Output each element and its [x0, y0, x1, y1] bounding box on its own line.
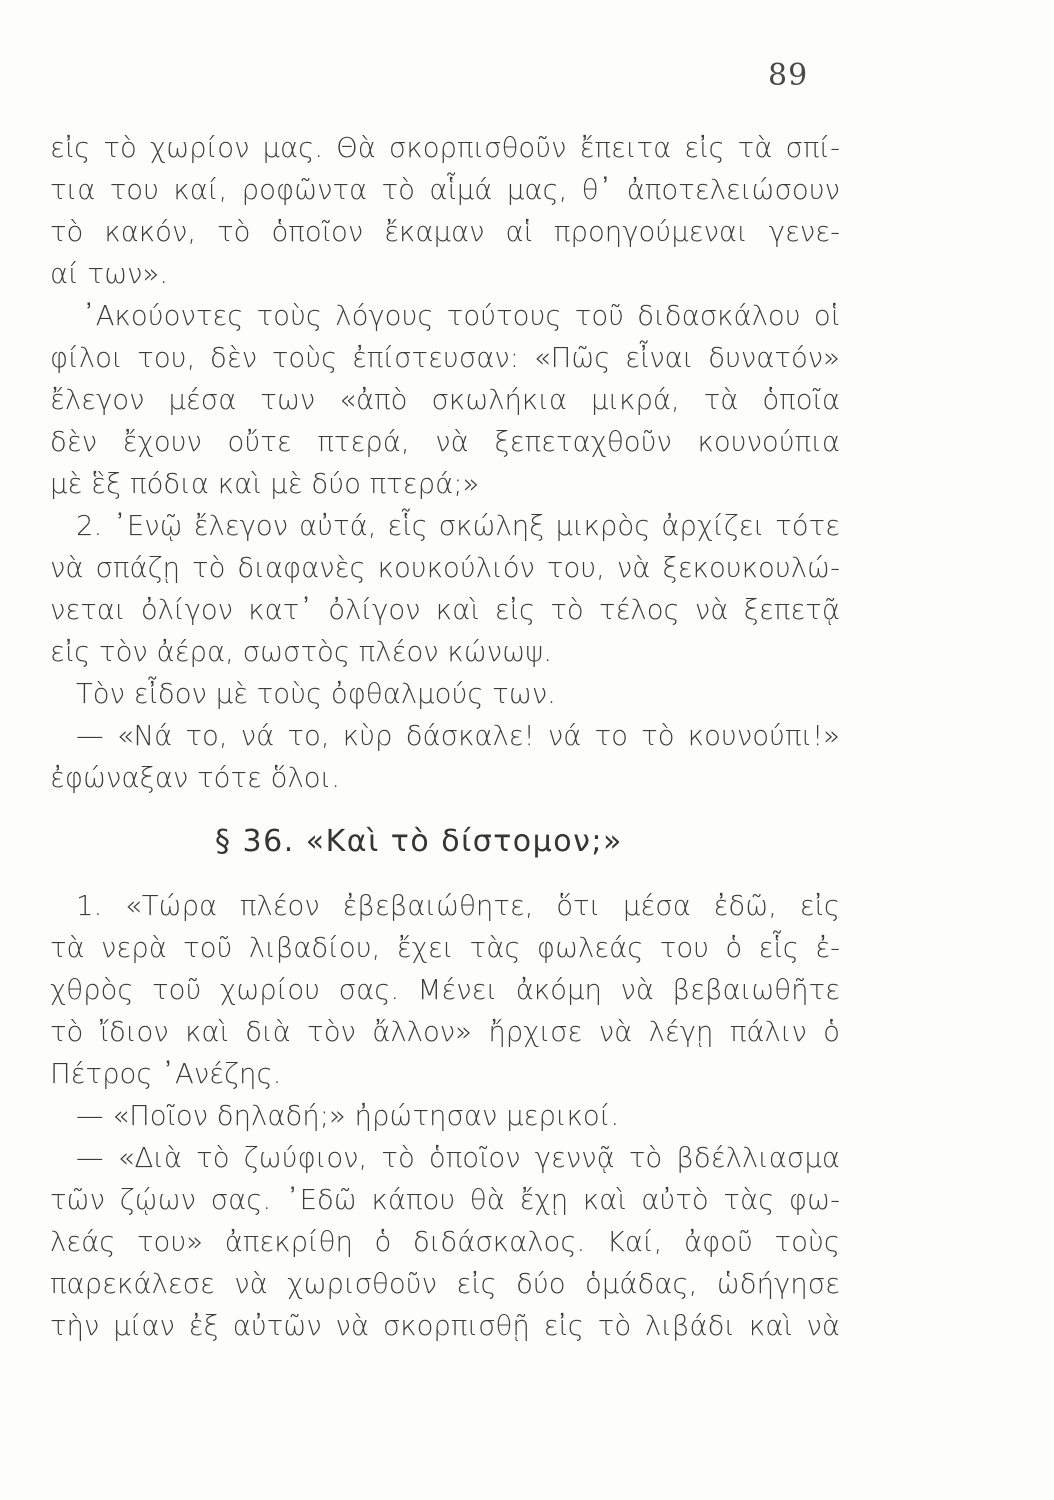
text-line: νὰ σπάζῃ τὸ διαφανὲς κουκούλιόν του, νὰ ξεκουκουλώ- [50, 552, 840, 584]
text-line: τὴν μίαν ἐξ αὐτῶν νὰ σκορπισθῇ εἰς τὸ λιβάδι καὶ νὰ [50, 1310, 840, 1342]
text-line: παρεκάλεσε νὰ χωρισθοῦν εἰς δύο ὁμάδας, ὡδήγησε [50, 1268, 840, 1300]
text-line: Τὸν εἶδον μὲ τοὺς ὀφθαλμούς των. [76, 678, 556, 710]
text-line: τια του καί, ροφῶντα τὸ αἷμά μας, θ᾽ ἀποτελειώσουν [50, 174, 840, 206]
text-line: τὸ κακόν, τὸ ὁποῖον ἔκαμαν αἱ προηγούμεναι γενε- [50, 216, 840, 248]
text-line: μὲ ἓξ πόδια καὶ μὲ δύο πτερά;» [50, 468, 480, 500]
text-line: ἐφώναξαν τότε ὅλοι. [50, 762, 340, 794]
text-line: δὲν ἔχουν οὔτε πτερά, νὰ ξεπεταχθοῦν κουνούπια [50, 426, 840, 458]
text-line: 1. «Τώρα πλέον ἐβεβαιώθητε, ὅτι μέσα ἐδῶ, εἰς [76, 890, 840, 922]
text-line: αί των». [50, 258, 169, 290]
text-line: 2. ᾽Ενῷ ἔλεγον αὐτά, εἷς σκώληξ μικρὸς ἀρχίζει τότε [76, 510, 840, 542]
text-line: νεται ὀλίγον κατ᾽ ὀλίγον καὶ εἰς τὸ τέλος νὰ ξεπετᾷ [50, 594, 840, 626]
text-line: ἔλεγον μέσα των «ἀπὸ σκωλήκια μικρά, τὰ ὁποῖα [50, 384, 840, 416]
text-line: — «Διὰ τὸ ζωύφιον, τὸ ὁποῖον γεννᾷ τὸ βδέλλιασμα [76, 1142, 840, 1174]
page-number: 89 [768, 58, 809, 93]
text-line: φίλοι του, δὲν τοὺς ἐπίστευσαν: «Πῶς εἶναι δυνατόν» [50, 342, 840, 374]
text-line: λεάς του» ἀπεκρίθη ὁ διδάσκαλος. Καί, ἀφοῦ τοὺς [50, 1226, 840, 1258]
text-line: χθρὸς τοῦ χωρίου σας. Μένει ἀκόμη νὰ βεβαιωθῆτε [50, 974, 840, 1006]
text-line: τὰ νερὰ τοῦ λιβαδίου, ἔχει τὰς φωλεάς του ὁ εἷς ἐ- [50, 932, 840, 964]
section-heading: § 36. «Καὶ τὸ δίστομον;» [215, 824, 623, 859]
text-line: εἰς τὸ χωρίον μας. Θὰ σκορπισθοῦν ἔπειτα εἰς τὰ σπί- [50, 132, 840, 164]
text-line: τῶν ζῴων σας. ᾽Εδῶ κάπου θὰ ἔχῃ καὶ αὐτὸ τὰς φω- [50, 1184, 840, 1216]
text-line: — «Νά το, νά το, κὺρ δάσκαλε! νά το τὸ κουνούπι!» [76, 720, 840, 752]
text-line: εἰς τὸν ἀέρα, σωστὸς πλέον κώνωψ. [50, 636, 552, 668]
text-line: ᾽Ακούοντες τοὺς λόγους τούτους τοῦ διδασκάλου οἱ [82, 300, 840, 332]
text-line: — «Ποῖον δηλαδή;» ἠρώτησαν μερικοί. [76, 1100, 620, 1132]
text-line: τὸ ἴδιον καὶ διὰ τὸν ἄλλον» ἤρχισε νὰ λέγῃ πάλιν ὁ [50, 1016, 840, 1048]
text-line: Πέτρος ᾽Ανέζης. [50, 1058, 282, 1090]
